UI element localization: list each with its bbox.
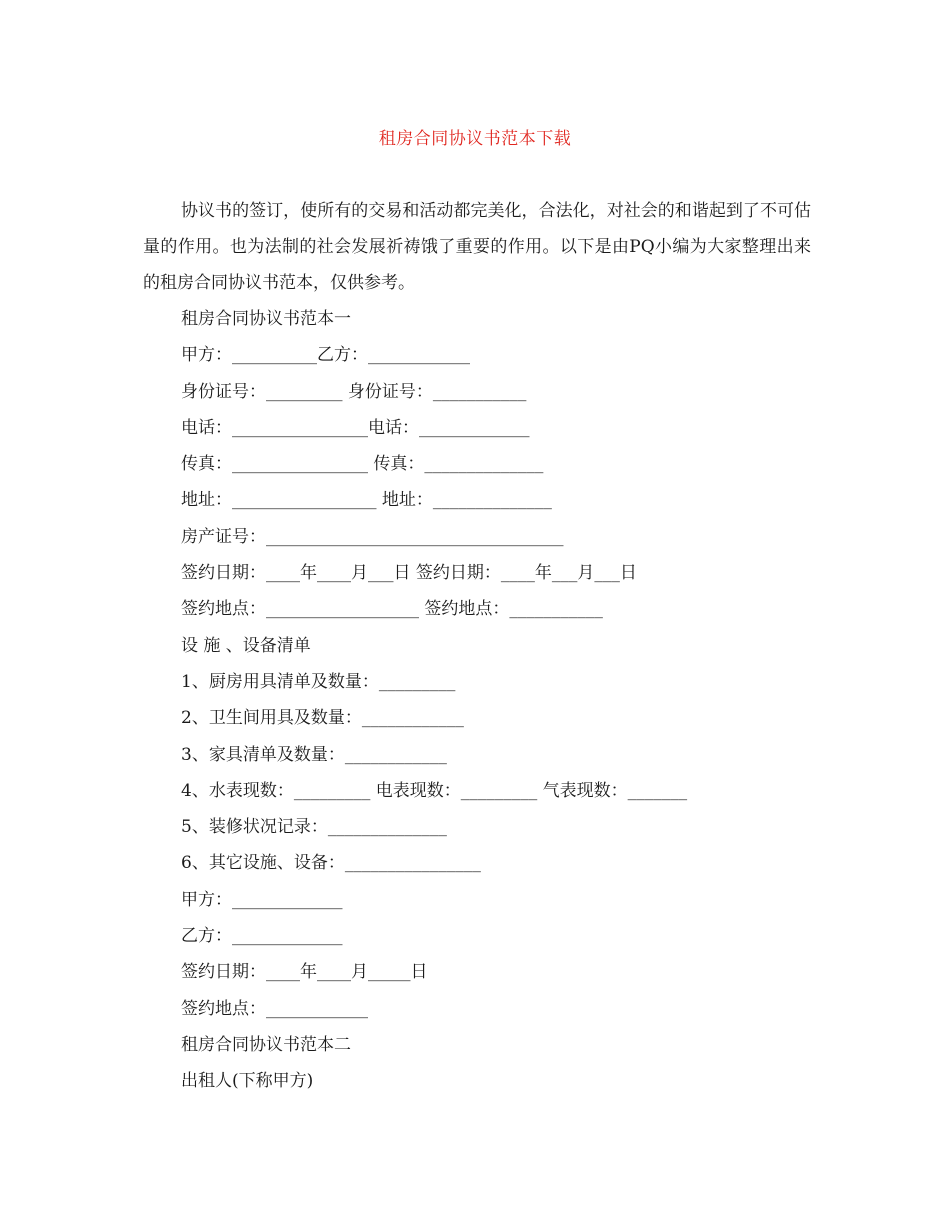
section-heading: 租房合同协议书范本一	[181, 309, 351, 329]
list-item: 6、其它设施、设备：________________	[181, 853, 481, 874]
property-cert-line: 房产证号：___________________________________	[181, 526, 564, 547]
address-line: 地址：_________________ 地址：______________	[181, 490, 552, 511]
phone-line: 电话：________________电话：_____________	[181, 417, 530, 438]
list-item: 4、水表现数：_________ 电表现数：_________ 气表现数：_______	[181, 780, 688, 801]
list-item: 1、厨房用具清单及数量：_________	[181, 671, 456, 692]
lessor-line: 出租人(下称甲方)	[181, 1071, 314, 1092]
sign-date-line: 签约日期：____年____月_____日	[181, 962, 428, 983]
document-title: 租房合同协议书范本下载	[378, 129, 572, 149]
id-number-line: 身份证号：_________ 身份证号：___________	[181, 381, 527, 402]
sign-place-line: 签约地点：____________	[181, 998, 368, 1019]
fax-line: 传真：________________ 传真：______________	[181, 454, 544, 475]
section-heading: 租房合同协议书范本二	[181, 1034, 351, 1055]
facility-heading: 设 施 、设备清单	[181, 635, 311, 656]
sign-place-line: 签约地点：__________________ 签约地点：___________	[181, 599, 603, 620]
party-a-sign-line: 甲方：_____________	[181, 889, 343, 910]
list-item: 5、装修状况记录：______________	[181, 817, 447, 838]
intro-paragraph: 协议书的签订，使所有的交易和活动都完美化，合法化，对社会的和谐起到了不可估量的作用。也为法制的社会发展祈祷饿了重要的作用。以下是由PQ小编为大家整理出来的租房合同协议书范本，仅供参考。	[143, 201, 811, 293]
contract-lines	[181, 301, 821, 1100]
party-b-sign-line: 乙方：_____________	[181, 926, 343, 947]
sign-date-line: 签约日期：____年____月___日 签约日期：____年___月___日	[181, 563, 637, 584]
list-item: 3、家具清单及数量：____________	[181, 744, 447, 765]
list-item: 2、卫生间用具及数量：____________	[181, 708, 464, 729]
party-line: 甲方：__________乙方：____________	[181, 345, 470, 366]
